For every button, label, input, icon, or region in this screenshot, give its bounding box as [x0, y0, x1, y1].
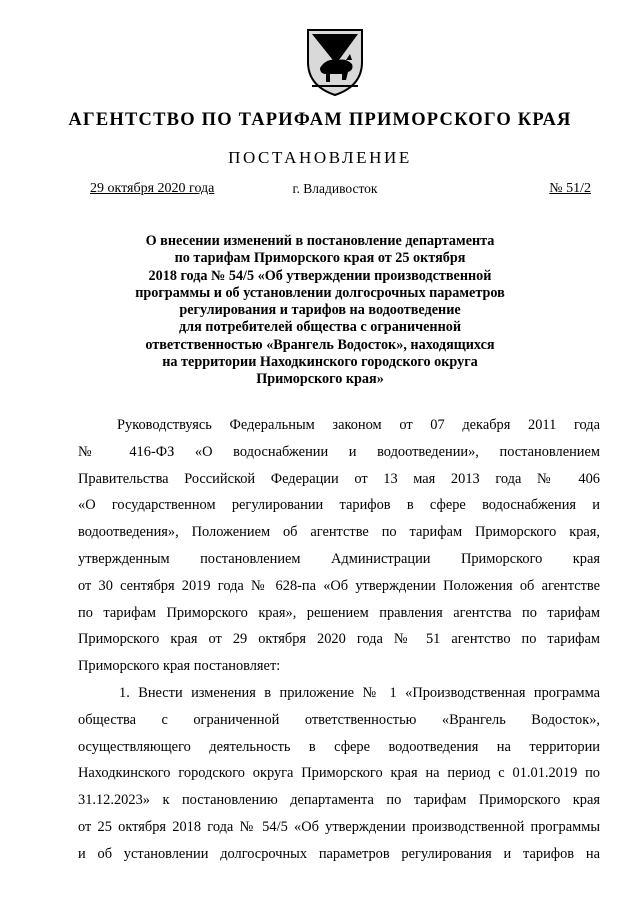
paragraph-line: и об установлении долгосрочных параметров регулирования и тарифов на	[78, 845, 600, 862]
title-line: регулирования и тарифов на водоотведение	[179, 302, 461, 319]
title-line: ответственностью «Врангель Водосток», находящихся	[145, 336, 495, 353]
paragraph-line: от 25 октября 2018 года № 54/5 «Об утверждении производственной программы	[78, 818, 600, 835]
coat-of-arms-icon	[302, 24, 368, 98]
document-city: г. Владивосток	[292, 181, 378, 196]
title-line: на территории Находкинского городского округа	[162, 354, 478, 371]
paragraph-line: водоотведения», Положением об агентстве по тарифам Приморского края,	[78, 524, 600, 541]
paragraph-line: осуществляющего деятельность в сфере водоотведения на территории	[78, 738, 600, 755]
title-line: по тарифам Приморского края от 25 октября	[174, 250, 466, 267]
paragraph-line: № 416-ФЗ «О водоснабжении и водоотведении», постановлением	[78, 443, 600, 460]
document-date: 29 октября 2020 года	[90, 181, 215, 196]
paragraph-line: Приморского края от 29 октября 2020 года № 51 агентство по тарифам	[78, 631, 600, 648]
paragraph-line: Находкинского городского округа Приморского края на период с 01.01.2019 по	[78, 765, 600, 782]
paragraph-line: «О государственном регулировании тарифов в сфере водоснабжения и	[78, 497, 600, 514]
paragraph-line: от 30 сентября 2019 года № 628-па «Об утверждении Положения об агентстве	[78, 577, 600, 594]
document-title	[110, 233, 530, 389]
title-line: Приморского края»	[256, 371, 384, 388]
paragraph-line: 1. Внести изменения в приложение № 1 «Производственная программа	[119, 685, 600, 701]
title-line: программы и об установлении долгосрочных параметров	[135, 284, 505, 301]
paragraph-line: Руководствуясь Федеральным законом от 07 декабря 2011 года	[117, 417, 600, 433]
paragraph-line: Правительства Российской Федерации от 13 мая 2013 года № 406	[78, 470, 600, 487]
paragraph-line: утвержденным постановлением Администрации Приморского края	[78, 550, 600, 567]
paragraph-line: 31.12.2023» к постановлению департамента по тарифам Приморского края	[78, 792, 600, 809]
paragraph-line: по тарифам Приморского края», решением правления агентства по тарифам	[78, 604, 600, 621]
document-number: № 51/2	[549, 181, 591, 196]
paragraph-line: общества с ограниченной ответственностью «Врангель Водосток»,	[78, 711, 600, 728]
paragraph-line: Приморского края постановляет:	[78, 658, 281, 675]
paragraph-legal-basis	[78, 412, 600, 680]
title-line: для потребителей общества с ограниченной	[178, 319, 462, 336]
paragraph-item-1	[78, 680, 600, 868]
title-line: О внесении изменений в постановление департамента	[145, 233, 495, 249]
title-line: 2018 года № 54/5 «Об утверждении производственной	[148, 267, 492, 284]
document-type: ПОСТАНОВЛЕНИЕ	[228, 148, 412, 167]
agency-name: АГЕНТСТВО ПО ТАРИФАМ ПРИМОРСКОГО КРАЯ	[68, 110, 572, 130]
